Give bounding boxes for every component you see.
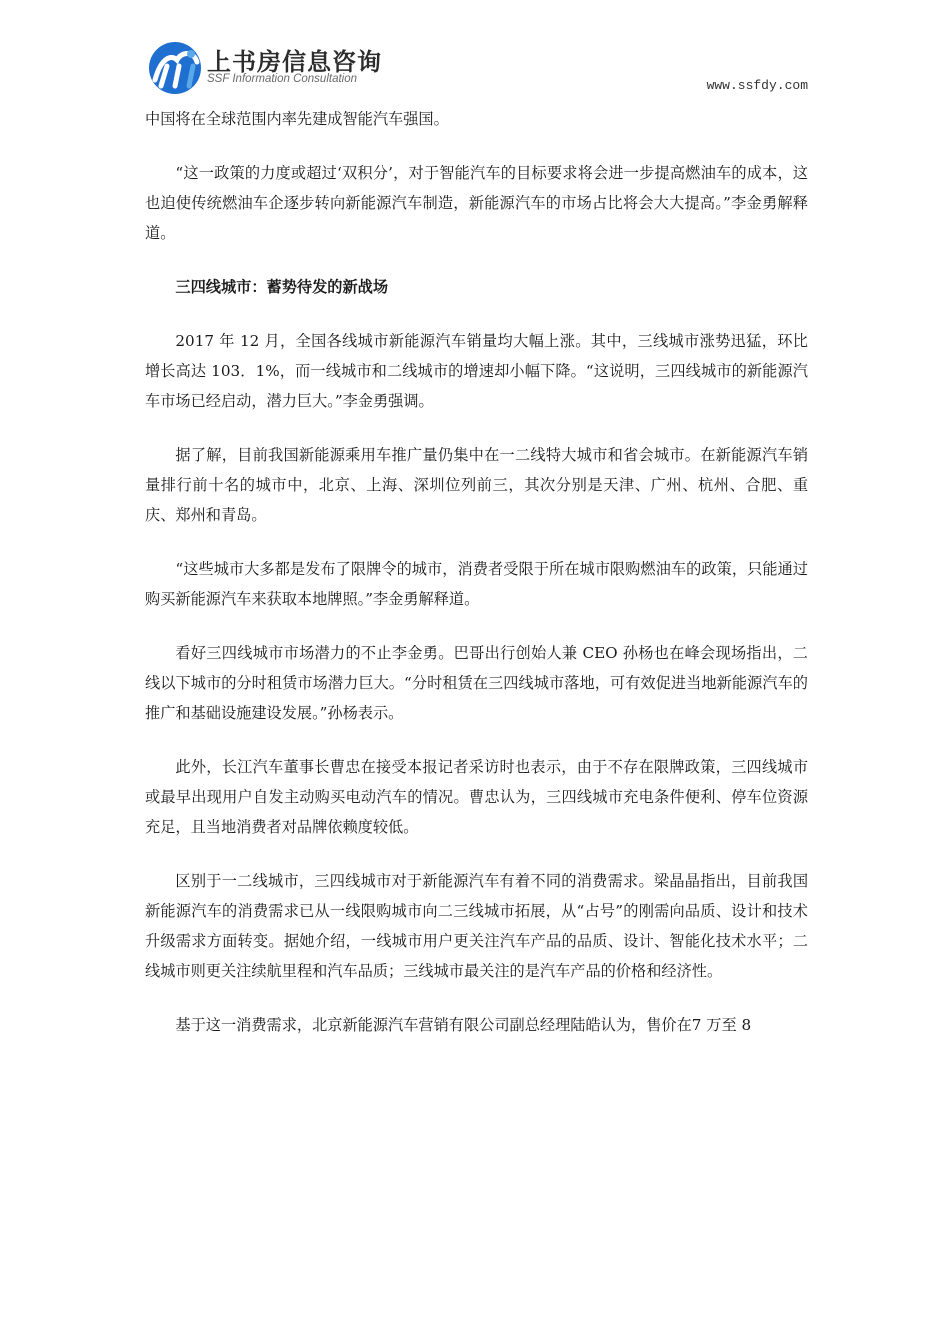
article-paragraph: 据了解，目前我国新能源乘用车推广量仍集中在一二线特大城市和省会城市。在新能源汽车销量排行前十名的城市中，北京、上海、深圳位列前三，其次分别是天津、广州、杭州、合肥、重庆、郑州和青岛。 [145,446,808,524]
page-header [0,0,950,105]
section-heading: 三四线城市：蓄势待发的新战场 [175,278,389,296]
article-body [145,104,808,1064]
logo-title: 上书房信息咨询 [207,48,382,76]
article-paragraph: 看好三四线城市市场潜力的不止李金勇。巴哥出行创始人兼 CEO 孙杨也在峰会现场指出，二线以下城市的分时租赁市场潜力巨大。“分时租赁在三四线城市落地，可有效促进当地新能源汽车的推广和基础设施建设发展。”孙杨表示。 [145,644,808,722]
article-paragraph: 中国将在全球范围内率先建成智能汽车强国。 [145,110,449,128]
article-paragraph: 2017 年 12 月，全国各线城市新能源汽车销量均大幅上涨。其中，三线城市涨势迅猛，环比增长高达 103．1%，而一线城市和二线城市的增速却小幅下降。“这说明，三四线城市的新能源汽车市场已经启动，潜力巨大。”李金勇强调。 [145,332,808,410]
article-paragraph: 基于这一消费需求，北京新能源汽车营销有限公司副总经理陆皓认为，售价在7 万至 8 [175,1016,752,1034]
article-paragraph: 区别于一二线城市，三四线城市对于新能源汽车有着不同的消费需求。梁晶晶指出，目前我国新能源汽车的消费需求已从一线限购城市向二三线城市拓展，从“占号”的刚需向品质、设计和技术升级需求方面转变。据她介绍，一线城市用户更关注汽车产品的品质、设计、智能化技术水平；二线城市则更关注续航里程和汽车品质；三线城市最关注的是汽车产品的价格和经济性。 [145,872,808,980]
article-paragraph: “这一政策的力度或超过‘双积分’，对于智能汽车的目标要求将会进一步提高燃油车的成本，这也迫使传统燃油车企逐步转向新能源汽车制造，新能源汽车的市场占比将会大大提高。”李金勇解释道。 [145,164,808,242]
company-logo [147,40,387,96]
site-url[interactable]: www.ssfdy.com [706,78,808,93]
ssf-logo-icon [147,40,203,96]
article-paragraph: 此外，长江汽车董事长曹忠在接受本报记者采访时也表示，由于不存在限牌政策，三四线城市或最早出现用户自发主动购买电动汽车的情况。曹忠认为，三四线城市充电条件便利、停车位资源充足，且当地消费者对品牌依赖度较低。 [145,758,808,836]
article-paragraph: “这些城市大多都是发布了限牌令的城市，消费者受限于所在城市限购燃油车的政策，只能通过购买新能源汽车来获取本地牌照。”李金勇解释道。 [145,560,808,608]
logo-subtitle: SSF Information Consultation [207,73,358,85]
